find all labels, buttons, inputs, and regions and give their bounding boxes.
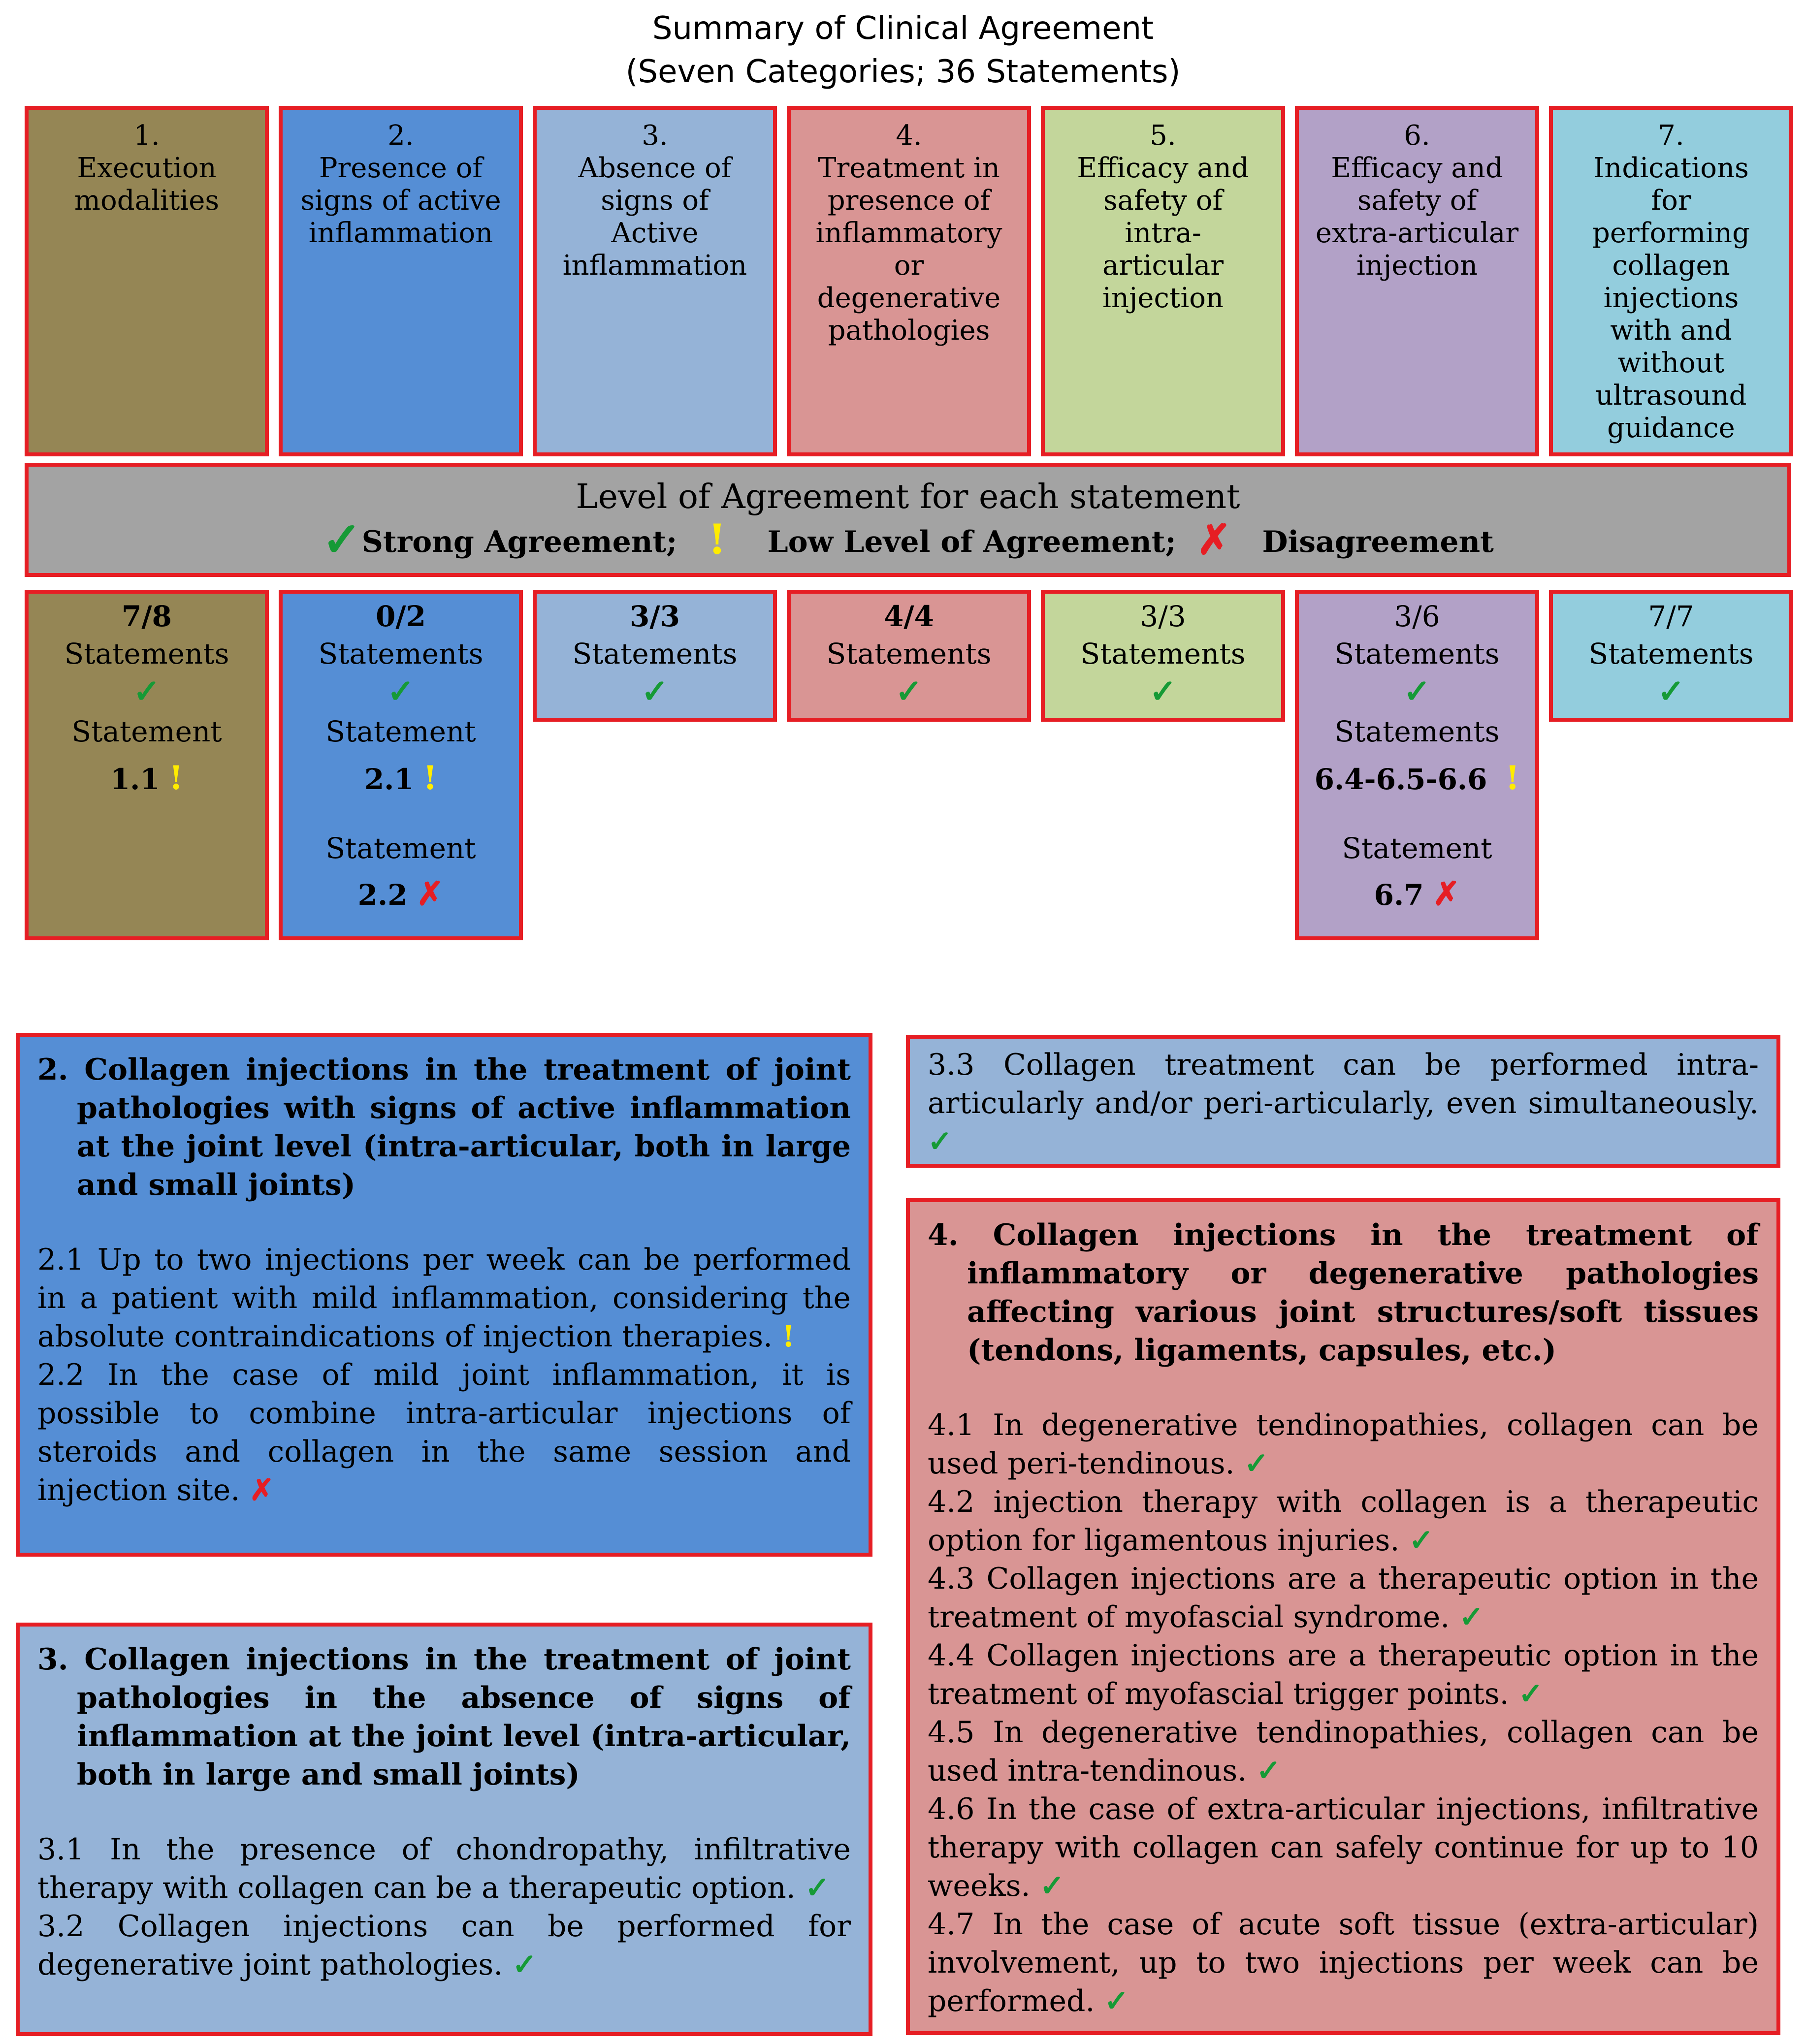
agreement-legend-banner (25, 463, 1791, 577)
category-box-1 (25, 106, 269, 456)
count-box-2 (279, 590, 523, 940)
check-icon: ✓ (133, 672, 161, 710)
check-icon: ✓ (1104, 1984, 1129, 2018)
statement-4-3: 4.3 Collagen injections are a therapeutic option in the treatment of myofascial syndrome. ✓ (928, 1562, 1759, 1634)
statement-3-1: 3.1 In the presence of chondropathy, infiltrative therapy with collagen can be a therapeutic option. ✓ (37, 1832, 851, 1905)
count-fraction: 4/4 (884, 600, 934, 633)
check-icon: ✓ (1244, 1446, 1269, 1481)
check-icon: ✓ (1657, 672, 1685, 710)
count-label: Statements (64, 637, 229, 671)
count-box-6 (1295, 590, 1539, 940)
exclamation-icon: ! (1505, 759, 1520, 797)
legend-disagree: Disagreement (1262, 525, 1494, 559)
category-label: Efficacy and safety of extra-articular injection (1315, 152, 1519, 282)
check-icon: ✓ (1459, 1600, 1484, 1634)
check-icon: ✓ (1403, 672, 1431, 710)
category-box-4 (787, 106, 1031, 456)
category-box-5 (1041, 106, 1285, 456)
category-number: 6. (1404, 120, 1430, 152)
check-icon: ✓ (387, 672, 415, 710)
check-icon: ✓ (322, 511, 362, 567)
category-number: 5. (1150, 120, 1176, 152)
figure-title (0, 7, 1806, 94)
category-label: Indications for performing collagen injections with and without ultrasound guidance (1592, 152, 1750, 444)
legend-low: Low Level of Agreement; (767, 525, 1176, 559)
title-line-1: Summary of Clinical Agreement (652, 10, 1154, 47)
check-icon: ✓ (1518, 1677, 1544, 1711)
count-label: Statements (826, 637, 992, 671)
statement-4-2: 4.2 injection therapy with collagen is a therapeutic option for ligamentous injuries. ✓ (928, 1485, 1759, 1558)
count-fraction: 3/3 (630, 600, 680, 633)
count-box-1 (25, 590, 269, 940)
cross-icon: ✗ (417, 874, 444, 913)
count-label: Statements (1588, 637, 1754, 671)
category-box-7 (1549, 106, 1793, 456)
count-box-5 (1041, 590, 1285, 722)
count-fraction: 3/3 (1140, 600, 1186, 633)
category-number: 2. (387, 120, 414, 152)
statement-2-2: 2.2 In the case of mild joint inflammation, it is possible to combine intra-articular injections of steroids and collagen in the same session and injection site. ✗ (37, 1358, 851, 1507)
category-label: Treatment in presence of inflammatory or degenerative pathologies (815, 152, 1002, 347)
category-2-statements-panel (16, 1033, 872, 1557)
panel-heading: 2. Collagen injections in the treatment of joint pathologies with signs of active inflammation at the joint level (intra-articular, both in large and small joints) (37, 1053, 851, 1202)
detail-ref: 2.1 (364, 763, 414, 796)
statement-4-1: 4.1 In degenerative tendinopathies, collagen can be used peri-tendinous. ✓ (928, 1408, 1759, 1481)
count-label: Statements (572, 637, 738, 671)
legend-row (29, 511, 1787, 567)
category-3-statements-panel (16, 1623, 872, 2036)
count-fraction: 3/6 (1394, 600, 1440, 633)
count-box-3 (533, 590, 777, 722)
category-number: 1. (133, 120, 160, 152)
category-number: 3. (642, 120, 668, 152)
panel-heading: 4. Collagen injections in the treatment of inflammatory or degenerative pathologies affecting various joint structures/soft tissues (tendons, ligaments, capsules, etc.) (928, 1218, 1759, 1368)
check-icon: ✓ (1039, 1869, 1064, 1903)
exclamation-icon: ! (782, 1319, 795, 1354)
category-label: Absence of signs of Active inflammation (562, 152, 747, 282)
panel-heading: 3. Collagen injections in the treatment of joint pathologies in the absence of signs of inflammation at the joint level (intra-articular, both in large and small joints) (37, 1642, 851, 1792)
statement-4-5: 4.5 In degenerative tendinopathies, collagen can be used intra-tendinous. ✓ (928, 1715, 1759, 1788)
count-label: Statements (1334, 637, 1500, 671)
statement-3-2: 3.2 Collagen injections can be performed for degenerative joint pathologies. ✓ (37, 1909, 851, 1982)
exclamation-icon: ! (423, 759, 438, 797)
detail-label: Statement (71, 715, 222, 748)
legend-strong: Strong Agreement; (361, 525, 677, 559)
statement-4-4: 4.4 Collagen injections are a therapeutic option in the treatment of myofascial trigger points. ✓ (928, 1638, 1759, 1711)
count-box-7 (1549, 590, 1793, 722)
count-fraction: 7/7 (1648, 600, 1694, 633)
category-label: Presence of signs of active inflammation (300, 152, 501, 249)
exclamation-icon: ! (169, 759, 184, 797)
detail-label: Statement (325, 715, 476, 748)
category-label: Efficacy and safety of intra-articular injection (1077, 152, 1249, 314)
category-box-6 (1295, 106, 1539, 456)
detail-ref: 2.2 (357, 878, 408, 912)
check-icon: ✓ (1149, 672, 1177, 710)
cross-icon: ✗ (249, 1473, 274, 1507)
count-label: Statements (1080, 637, 1246, 671)
count-box-4 (787, 590, 1031, 722)
statement-2-1: 2.1 Up to two injections per week can be performed in a patient with mild inflammation, considering the absolute contraindications of injection therapies. ! (37, 1243, 851, 1354)
detail-label: Statement (1342, 831, 1492, 865)
count-label: Statements (318, 637, 484, 671)
category-4-statements-panel (906, 1198, 1780, 2035)
check-icon: ✓ (1256, 1754, 1281, 1788)
statement-3-3: 3.3 Collagen treatment can be performed intra-articularly and/or peri-articularly, even simultaneously. ✓ (928, 1048, 1759, 1159)
check-icon: ✓ (928, 1124, 953, 1159)
detail-label: Statement (325, 831, 476, 865)
cross-icon: ✗ (1433, 874, 1460, 913)
title-line-2: (Seven Categories; 36 Statements) (625, 54, 1181, 90)
category-number: 4. (896, 120, 922, 152)
detail-ref: 1.1 (110, 763, 160, 796)
check-icon: ✓ (512, 1948, 537, 1982)
detail-label: Statements (1334, 715, 1500, 748)
statement-3-3-panel (906, 1035, 1780, 1168)
check-icon: ✓ (895, 672, 923, 710)
category-box-2 (279, 106, 523, 456)
statement-4-7: 4.7 In the case of acute soft tissue (extra-articular) involvement, up to two injections per week can be performed. ✓ (928, 1907, 1759, 2018)
detail-ref: 6.7 (1374, 878, 1424, 912)
statement-4-6: 4.6 In the case of extra-articular injections, infiltrative therapy with collagen can safely continue for up to 10 weeks. ✓ (928, 1792, 1759, 1903)
detail-ref: 6.4-6.5-6.6 (1314, 763, 1487, 796)
count-fraction: 0/2 (376, 600, 426, 633)
count-fraction: 7/8 (122, 600, 172, 633)
check-icon: ✓ (641, 672, 669, 710)
category-box-3 (533, 106, 777, 456)
exclamation-icon: ! (708, 515, 726, 564)
check-icon: ✓ (1409, 1523, 1434, 1558)
cross-icon: ✗ (1196, 515, 1231, 564)
legend-heading: Level of Agreement for each statement (576, 478, 1240, 516)
check-icon: ✓ (805, 1871, 830, 1905)
category-number: 7. (1658, 120, 1684, 152)
category-label: Execution modalities (74, 152, 220, 217)
